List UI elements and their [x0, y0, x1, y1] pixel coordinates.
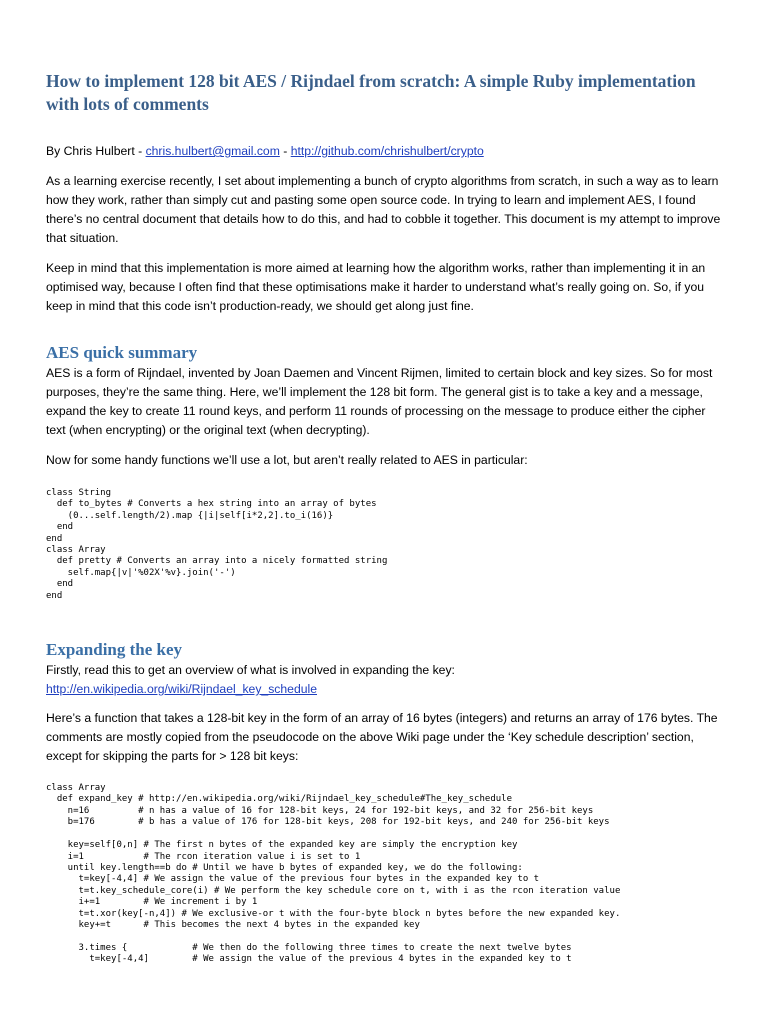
section-heading-expanding-key: Expanding the key: [46, 640, 183, 660]
expanding-key-intro-text: Firstly, read this to get an overview of what is involved in expanding the key:: [46, 663, 455, 678]
byline-separator: -: [279, 144, 291, 158]
code-block-expand-key: class Array def expand_key # http://en.wikipedia.org/wiki/Rijndael_key_schedule#The_key_schedule n=16 # n has a value of 16 for 128-bit keys, 24 for 192-bit keys, and 32 for 256-bit keys b=176 # b has a value of 176 for 128-bit keys, 208 for 192-bit keys, and 240 for 256-bit keys key=self[0,n] # The first n bytes of the expanded key are simply the encryption key i=1 # The rcon iteration value i is set to 1 until key.length==b do # Until we have b bytes of expanded key, we do the following: t=key[-4,4] # We assign the value of the previous four bytes in the expanded key to t t=t.key_schedule_core(i) # We perform the key schedule core on t, with i as the rcon iteration value i+=1 # We increment i by 1 t=t.xor(key[-n,4]) # We exclusive-or t with the four-byte block n bytes before the new expanded key. key+=t # This becomes the next 4 bytes in the expanded key 3.times { # We then do the following three times to create the next twelve bytes t=key[-4,4] # We assign the value of the previous 4 bytes in the expanded key to t: [46, 783, 621, 965]
github-link[interactable]: http://github.com/chrishulbert/crypto: [290, 144, 484, 158]
author-email-link[interactable]: chris.hulbert@gmail.com: [145, 144, 280, 158]
section-heading-aes-summary: AES quick summary: [46, 343, 198, 362]
expanding-key-intro: [46, 661, 722, 699]
document-title: How to implement 128 bit AES / Rijndael from scratch: A simple Ruby implementation with lots of comments: [46, 71, 696, 114]
intro-paragraph-1: As a learning exercise recently, I set about implementing a bunch of crypto algorithms from scratch, in such a way as to learn how they work, rather than simply cut and pasting some open source code. In trying to learn and implement AES, I found there’s no central document that details how to do this, and had to cobble it together. This document is my attempt to improve that situation.: [46, 174, 721, 245]
byline: [46, 142, 722, 161]
byline-prefix: By Chris Hulbert -: [46, 144, 146, 158]
intro-paragraph-2: Keep in mind that this implementation is more aimed at learning how the algorithm works, rather than implementing it in an optimised way, because I often find that these optimisations make it harder to understand what’s really going on. So, if you keep in mind that this code isn’t production-ready, we should get along just fine.: [46, 261, 706, 313]
aes-summary-paragraph: AES is a form of Rijndael, invented by Joan Daemen and Vincent Rijmen, limited to certain block and key sizes. So for most purposes, they’re the same thing. Here, we’ll implement the 128 bit form. The general gist is to take a key and a message, expand the key to create 11 round keys, and perform 11 rounds of processing on the message to produce either the cipher text (when encrypting) or the original text (when decrypting).: [46, 366, 713, 437]
handy-functions-paragraph: Now for some handy functions we’ll use a lot, but aren’t really related to AES in particular:: [46, 453, 528, 467]
wikipedia-key-schedule-link[interactable]: http://en.wikipedia.org/wiki/Rijndael_key_schedule: [46, 682, 317, 697]
expand-key-description: Here’s a function that takes a 128-bit key in the form of an array of 16 bytes (integers) and returns an array of 176 bytes. The comments are mostly copied from the pseudocode on the above Wiki page under the ‘Key schedule description’ section, except for skipping the parts for > 128 bit keys:: [46, 711, 718, 764]
code-block-helpers: class String def to_bytes # Converts a hex string into an array of bytes (0...self.length/2).map {|i|self[i*2,2].to_i(16)} end end class Array def pretty # Converts an array into a nicely formatted string self.map{|v|'%02X'%v}.join('-') end end: [46, 488, 388, 601]
